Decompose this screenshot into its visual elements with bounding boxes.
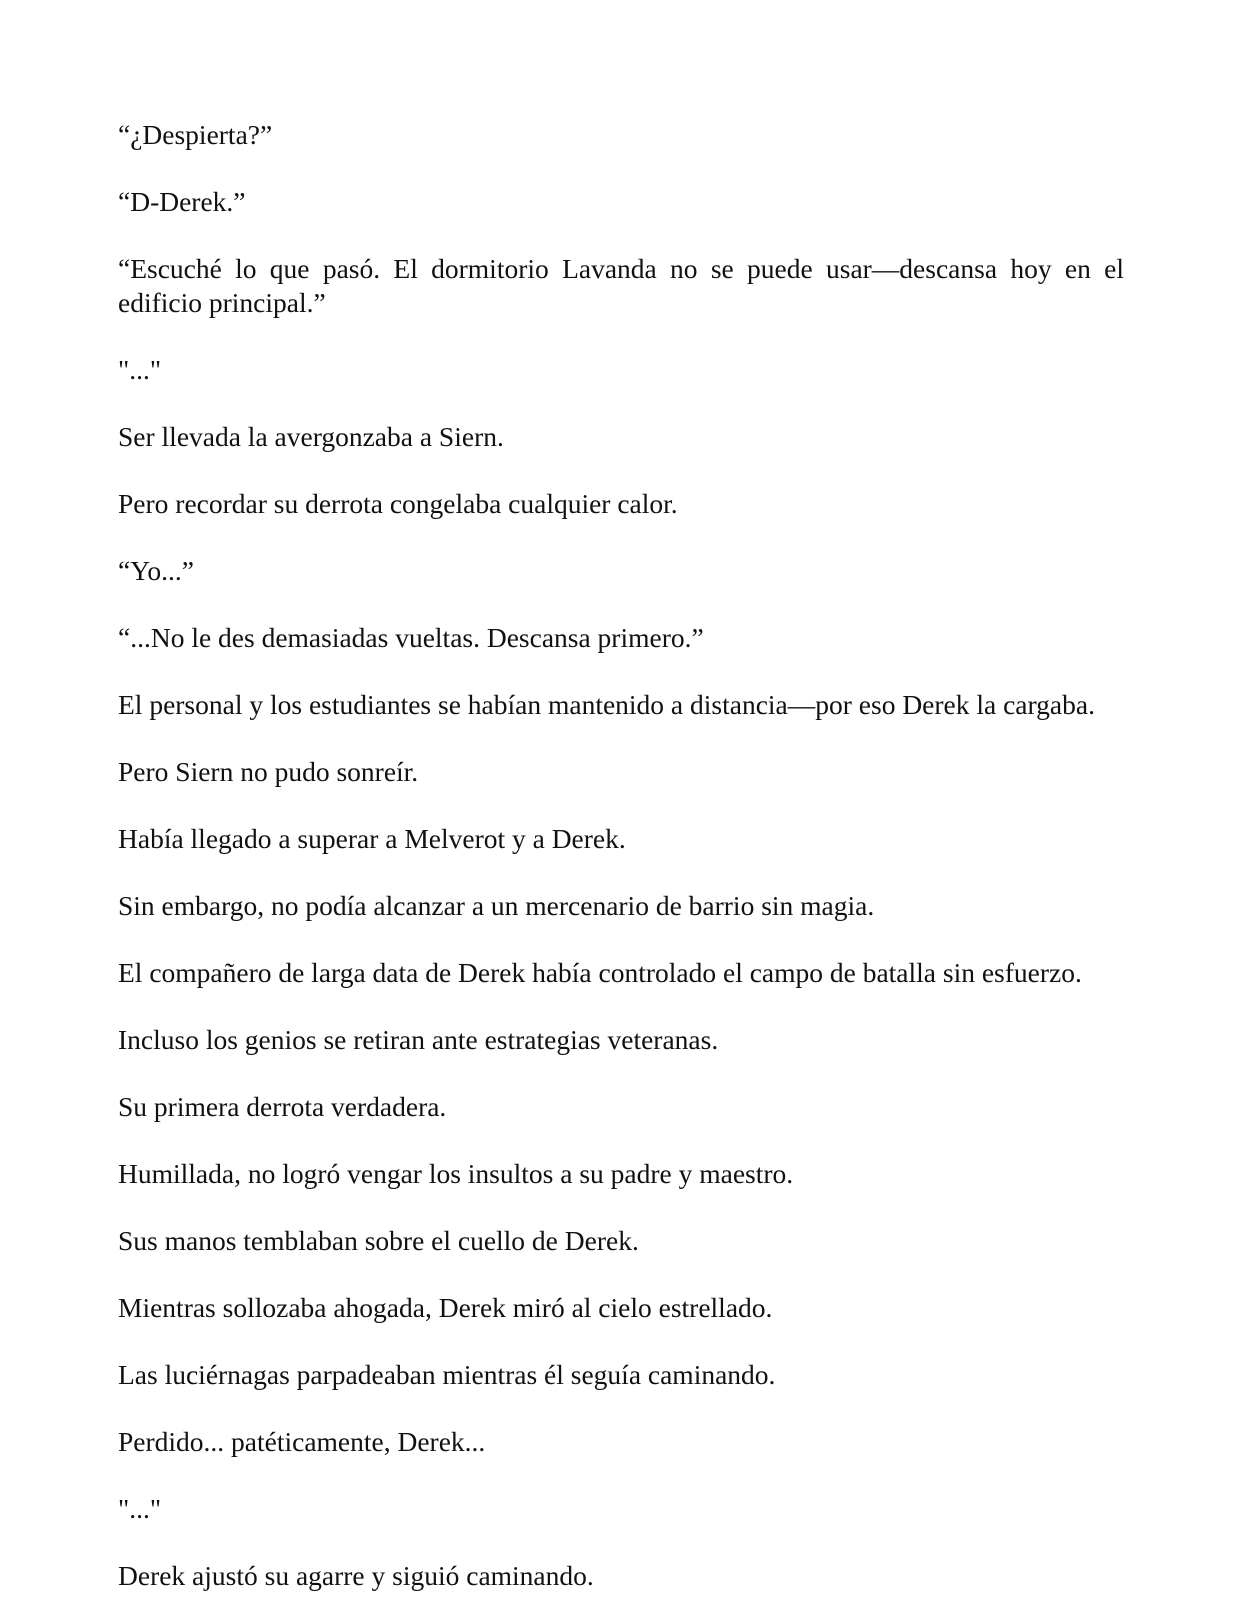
paragraph: Humillada, no logró vengar los insultos a su padre y maestro. <box>118 1158 794 1189</box>
paragraph: "..." <box>118 354 162 385</box>
paragraph: El compañero de larga data de Derek había controlado el campo de batalla sin esfuerzo. <box>118 957 1082 988</box>
paragraph: “Yo...” <box>118 555 194 586</box>
paragraph: Ser llevada la avergonzaba a Siern. <box>118 421 504 452</box>
paragraph: Pero recordar su derrota congelaba cualquier calor. <box>118 488 678 519</box>
paragraph: Perdido... patéticamente, Derek... <box>118 1426 486 1457</box>
paragraph: “¿Despierta?” <box>118 119 273 150</box>
paragraph: Sus manos temblaban sobre el cuello de Derek. <box>118 1225 639 1256</box>
paragraph: Sin embargo, no podía alcanzar a un mercenario de barrio sin magia. <box>118 890 875 921</box>
paragraph: Pero Siern no pudo sonreír. <box>118 756 419 787</box>
paragraph: “...No le des demasiadas vueltas. Descansa primero.” <box>118 622 704 653</box>
paragraph: Mientras sollozaba ahogada, Derek miró al cielo estrellado. <box>118 1292 773 1323</box>
paragraph: Las luciérnagas parpadeaban mientras él seguía caminando. <box>118 1359 776 1390</box>
paragraph: Incluso los genios se retiran ante estrategias veteranas. <box>118 1024 719 1055</box>
paragraph: El personal y los estudiantes se habían mantenido a distancia—por eso Derek la cargaba. <box>118 689 1095 720</box>
paragraph: “D-Derek.” <box>118 186 246 217</box>
paragraph: “Escuché lo que pasó. El dormitorio Lavanda no se puede usar—descansa hoy en el edificio principal.” <box>118 253 1124 318</box>
paragraph: Derek ajustó su agarre y siguió caminando. <box>118 1560 594 1591</box>
paragraph: "..." <box>118 1493 162 1524</box>
paragraph: Había llegado a superar a Melverot y a Derek. <box>118 823 626 854</box>
paragraph: Su primera derrota verdadera. <box>118 1091 447 1122</box>
document-body <box>118 118 1124 1620</box>
